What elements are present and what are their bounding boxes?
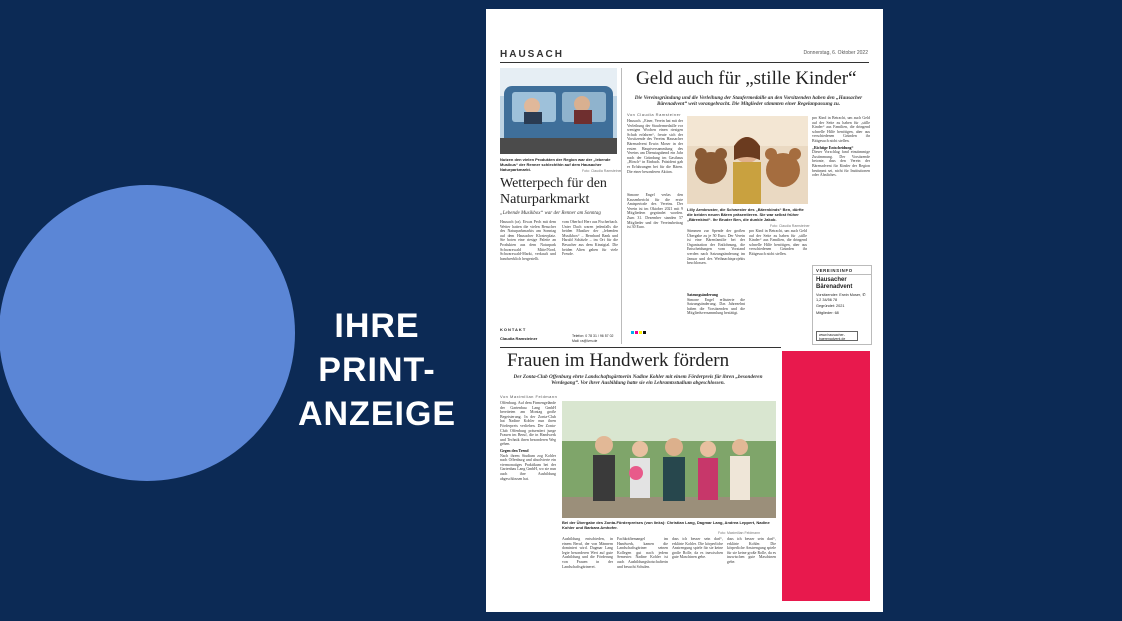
award-photo-credit: Foto: Maximilian Feldmann	[718, 531, 761, 535]
award-photo	[562, 401, 776, 518]
ad-headline	[277, 304, 477, 436]
infobox-row-3: Mitglieder: 68	[816, 310, 839, 315]
second-col-3: Fachkräftemangel im Handwerk, kamen die Landschaftsgärtner seinen Kollegen gut nach jedem Semester. Nadine Kohler ist auch Ausbildungsbotschafterin und besucht Schulen.	[617, 537, 668, 569]
header-rule	[500, 62, 869, 63]
lead-byline: Von Claudia Ramsteiner	[627, 112, 682, 117]
second-col-4: dass ich besser sein darf“, erklärte Kohler. Die körperliche Anstrengung spiele für sie keine große Rolle, da es inzwischen gute Maschinen gebe.	[672, 537, 723, 560]
club-infobox	[812, 265, 872, 345]
ad-space	[782, 351, 870, 601]
phone-label: Telefon:	[572, 334, 585, 338]
second-headline: Frauen im Handwerk fördern	[507, 350, 730, 371]
section-title: HAUSACH	[500, 49, 564, 60]
feature-headline: Wetterpech für den Naturparkmarkt	[500, 176, 607, 207]
ad-circle	[0, 185, 295, 481]
second-col-1-text: Offenburg. Auf dem Firmengelände der Gartenbau Lang GmbH bereiteten am Montag große Begeisterung. In der Zonta-Club hat Nadine Kohler nun ihren Förderpreis verliehen. Der Zonta-Club Offenburg präsentiert junge Frauen im Beruf, die in Handwerk und Technik ihren besonderen Weg gehen.	[500, 401, 556, 447]
lead-col-5-text-b: Dieser Vorschlag fand einstimmige Zustimmung. Der Vorsitzende betonte, dass den Verein der Bärenadvent für Kinder der Region bestimmt sei, nicht für Institutionen oder Ähnliches.	[812, 150, 870, 178]
lead-headline: Geld auch für „stille Kinder“	[636, 68, 857, 89]
ad-line-3: ANZEIGE	[297, 395, 457, 433]
mail-label: Mail:	[572, 338, 580, 343]
contact-label: KONTAKT	[500, 327, 527, 332]
contact-meta	[572, 334, 613, 343]
satzung-text: Simone Engel erläuterte die Satzungsänderung. Das Jahrezehnt haben die Vorsitzenden und die Mitgliedsversammlung bestätigt.	[687, 297, 745, 316]
infobox-row-2: Gegründet: 2021	[816, 304, 845, 309]
mail-address: ra@lvm.de	[580, 338, 598, 343]
column-divider	[621, 68, 622, 344]
ad-line-2: PRINT-	[318, 351, 436, 389]
infobox-header: VEREINSINFO	[813, 266, 871, 275]
mid-rule	[500, 347, 781, 348]
second-deck: Der Zonta-Club Offenburg ehrte Landschaftsgärtnerin Nadine Kohler mit einem Förderpreis für ihren „besonderen Werdegang“. Vor ihrer Ausbildung hatte sie ein Lehramtsstudium abgeschlossen.	[513, 374, 763, 387]
lead-col-3b	[687, 291, 745, 343]
lead-col-5	[812, 116, 870, 261]
infobox-logo: www.hausacher-baerenadvent.de	[816, 331, 858, 341]
lead-col-2: Simone Engel verlas den Kassenbericht für die erste Amtsperiode des Vereins. Der Verein ist im Oktober 2021 mit 9 Mitgliedern gegründet worden. Zum 31. Dezember standen 57 Mitglieder und der Vereinsbeitrag ist 30 Euro.	[627, 193, 683, 230]
second-col-5: dass ich besser sein darf“, erklärte Kohler. Die körperliche Anstrengung spiele für sie keine große Rolle, da es inzwischen gute Maschinen gebe.	[727, 537, 776, 564]
lead-subhead: „Richtige Entscheidung“	[812, 145, 854, 150]
contact-name: Claudia Ramsteiner	[500, 336, 538, 341]
market-photo-caption: Nutzen den vielen Produkten der Region war der „lebende Musikus“ der Renner schlechthin auf dem Hausacher Naturparkmarkt.	[500, 157, 611, 172]
bears-photo-credit: Foto: Claudia Ramsteiner	[770, 224, 810, 228]
second-col-1	[500, 401, 556, 606]
lead-deck: Die Vereinsgründung und die Verleihung der Staufermedaille an den Vorsitzenden haben den „Hausacher Bärenadvent“ weit vorangebracht. Die Mitglieder stimmten einer Regelanpassung zu.	[634, 95, 863, 108]
contact-box	[500, 327, 618, 345]
lead-col-1: Hausach. „Einer, Verein hat mit der Verleihung der Staufermedaille vor wenigen Wochen einen riesigen Schub erfahren“, freute sich der Vorsitzende des Vereins Hausacher Bärenadvent Erwin Moser in der ersten Hauptversammlung des Vereins am Dienstagabend ein Jahr nach der Gründung im Gasthaus „Hirsch“ in Einbach. Präsident gab er Erfahrungen bei für die Bären. Die einer besonderen Aktion.	[627, 119, 683, 174]
ad-line-1: IHRE	[334, 307, 420, 345]
bears-photo-caption: Lilly Armbruster, die Schwester des „Bärenkinds“ Ben, dürfte die beiden neuen Bären präsentieren. Sie war selbst früher „Bärenkind“. Ihr Bruder Ben, die dunkle Jakob.	[687, 207, 804, 222]
infobox-title: Hausacher Bärenadvent	[816, 277, 853, 290]
lead-col-4: pro Kind in Betracht, um auch Geld auf der Seite zu haben für „stille Kinder“ aus Familien, die dringend schnelle Hilfe benötigen, aber aus verschiedenen Gründen ihr Bittgesuch nicht stellen.	[749, 229, 807, 256]
feature-deck: „Lebende Musikbox“ war der Renner am Sonntag	[500, 211, 601, 216]
phone-number: 0 78 31 / 96 57 02	[585, 334, 614, 338]
second-subhead: Gegen den Trend	[500, 448, 529, 453]
second-col-1-text-b: Nach ihrem Studium zog Kohler nach Offenburg und absolvierte ein viermonatiges Praktikum bei der Gartenbau Lang GmbH, wo sie nun auch ihre Ausbildung abgeschlossen hat.	[500, 453, 556, 481]
lead-col-3: Stimmen zur Spende der großen Übergabe zu je 50 Euro. Der Verein ist eine Bärenfamilie bei der Organisation der Entlohnung, die Entscheidungen vom Vorstand werden nach Satzungsänderung im Januar und des Weihnachtsprojekts beschlossen.	[687, 229, 745, 266]
feature-col-1: Hausach (ra). Etwas Pech mit dem Wetter hatten die vielen Besucher des Naturparkmarkts am Sonntag auf dem Hausacher Klosterplatz. Sie boten eine riesige Palette an Produkten aus dem Naturpark Schwarzwald Mitte/Nord, Schwarzwald-Markt, verkauft und handwerklich hergestellt.	[500, 220, 556, 261]
second-col-2: Ausbildung entschieden, in einem Beruf, der von Männern dominiert wird. Dagmar Lang legte besonderen Wert auf gute Ausbildung und die Förderung von Frauen in der Landschaftsgärtnerei.	[562, 537, 613, 569]
award-photo-caption: Bei der Übergabe des Zonta-Förderpreises (von links): Christian Lang, Dagmar Lang, Andrea Leppert, Nadine Kohler und Barbara Amhofer.	[562, 520, 770, 530]
market-photo-credit: Foto: Claudia Ramsteiner	[582, 169, 622, 173]
market-photo	[500, 68, 617, 154]
infobox-row-1: Vorsitzender: Erwin Moser, ✆ 1,2 34/56 78	[816, 293, 866, 302]
satzung-subhead: Satzungsänderung	[687, 293, 718, 297]
issue-date: Donnerstag, 6. Oktober 2022	[803, 50, 868, 56]
bears-photo	[687, 116, 808, 204]
newspaper-page	[486, 9, 883, 612]
feature-col-2: vom Oberhof Herr aus Fischerbach. Unter Dach waren jedenfalls die beiden Musiker der „lebenden Musikbox“ – Bernhard Rank und Harald Schätzle – im Ort für die Besucher aus dem Kinzigtal. Die beiden Alten gaben für viele Freude.	[562, 220, 618, 257]
lead-col-5-text: pro Kind in Betracht, um auch Geld auf der Seite zu haben für „stille Kinder“ aus Familien, die dringend schnelle Hilfe benötigen, aber aus verschiedenen Gründen ihr Bittgesuch nicht stellen.	[812, 116, 870, 143]
second-byline: Von Maximilian Feldmann	[500, 394, 558, 399]
